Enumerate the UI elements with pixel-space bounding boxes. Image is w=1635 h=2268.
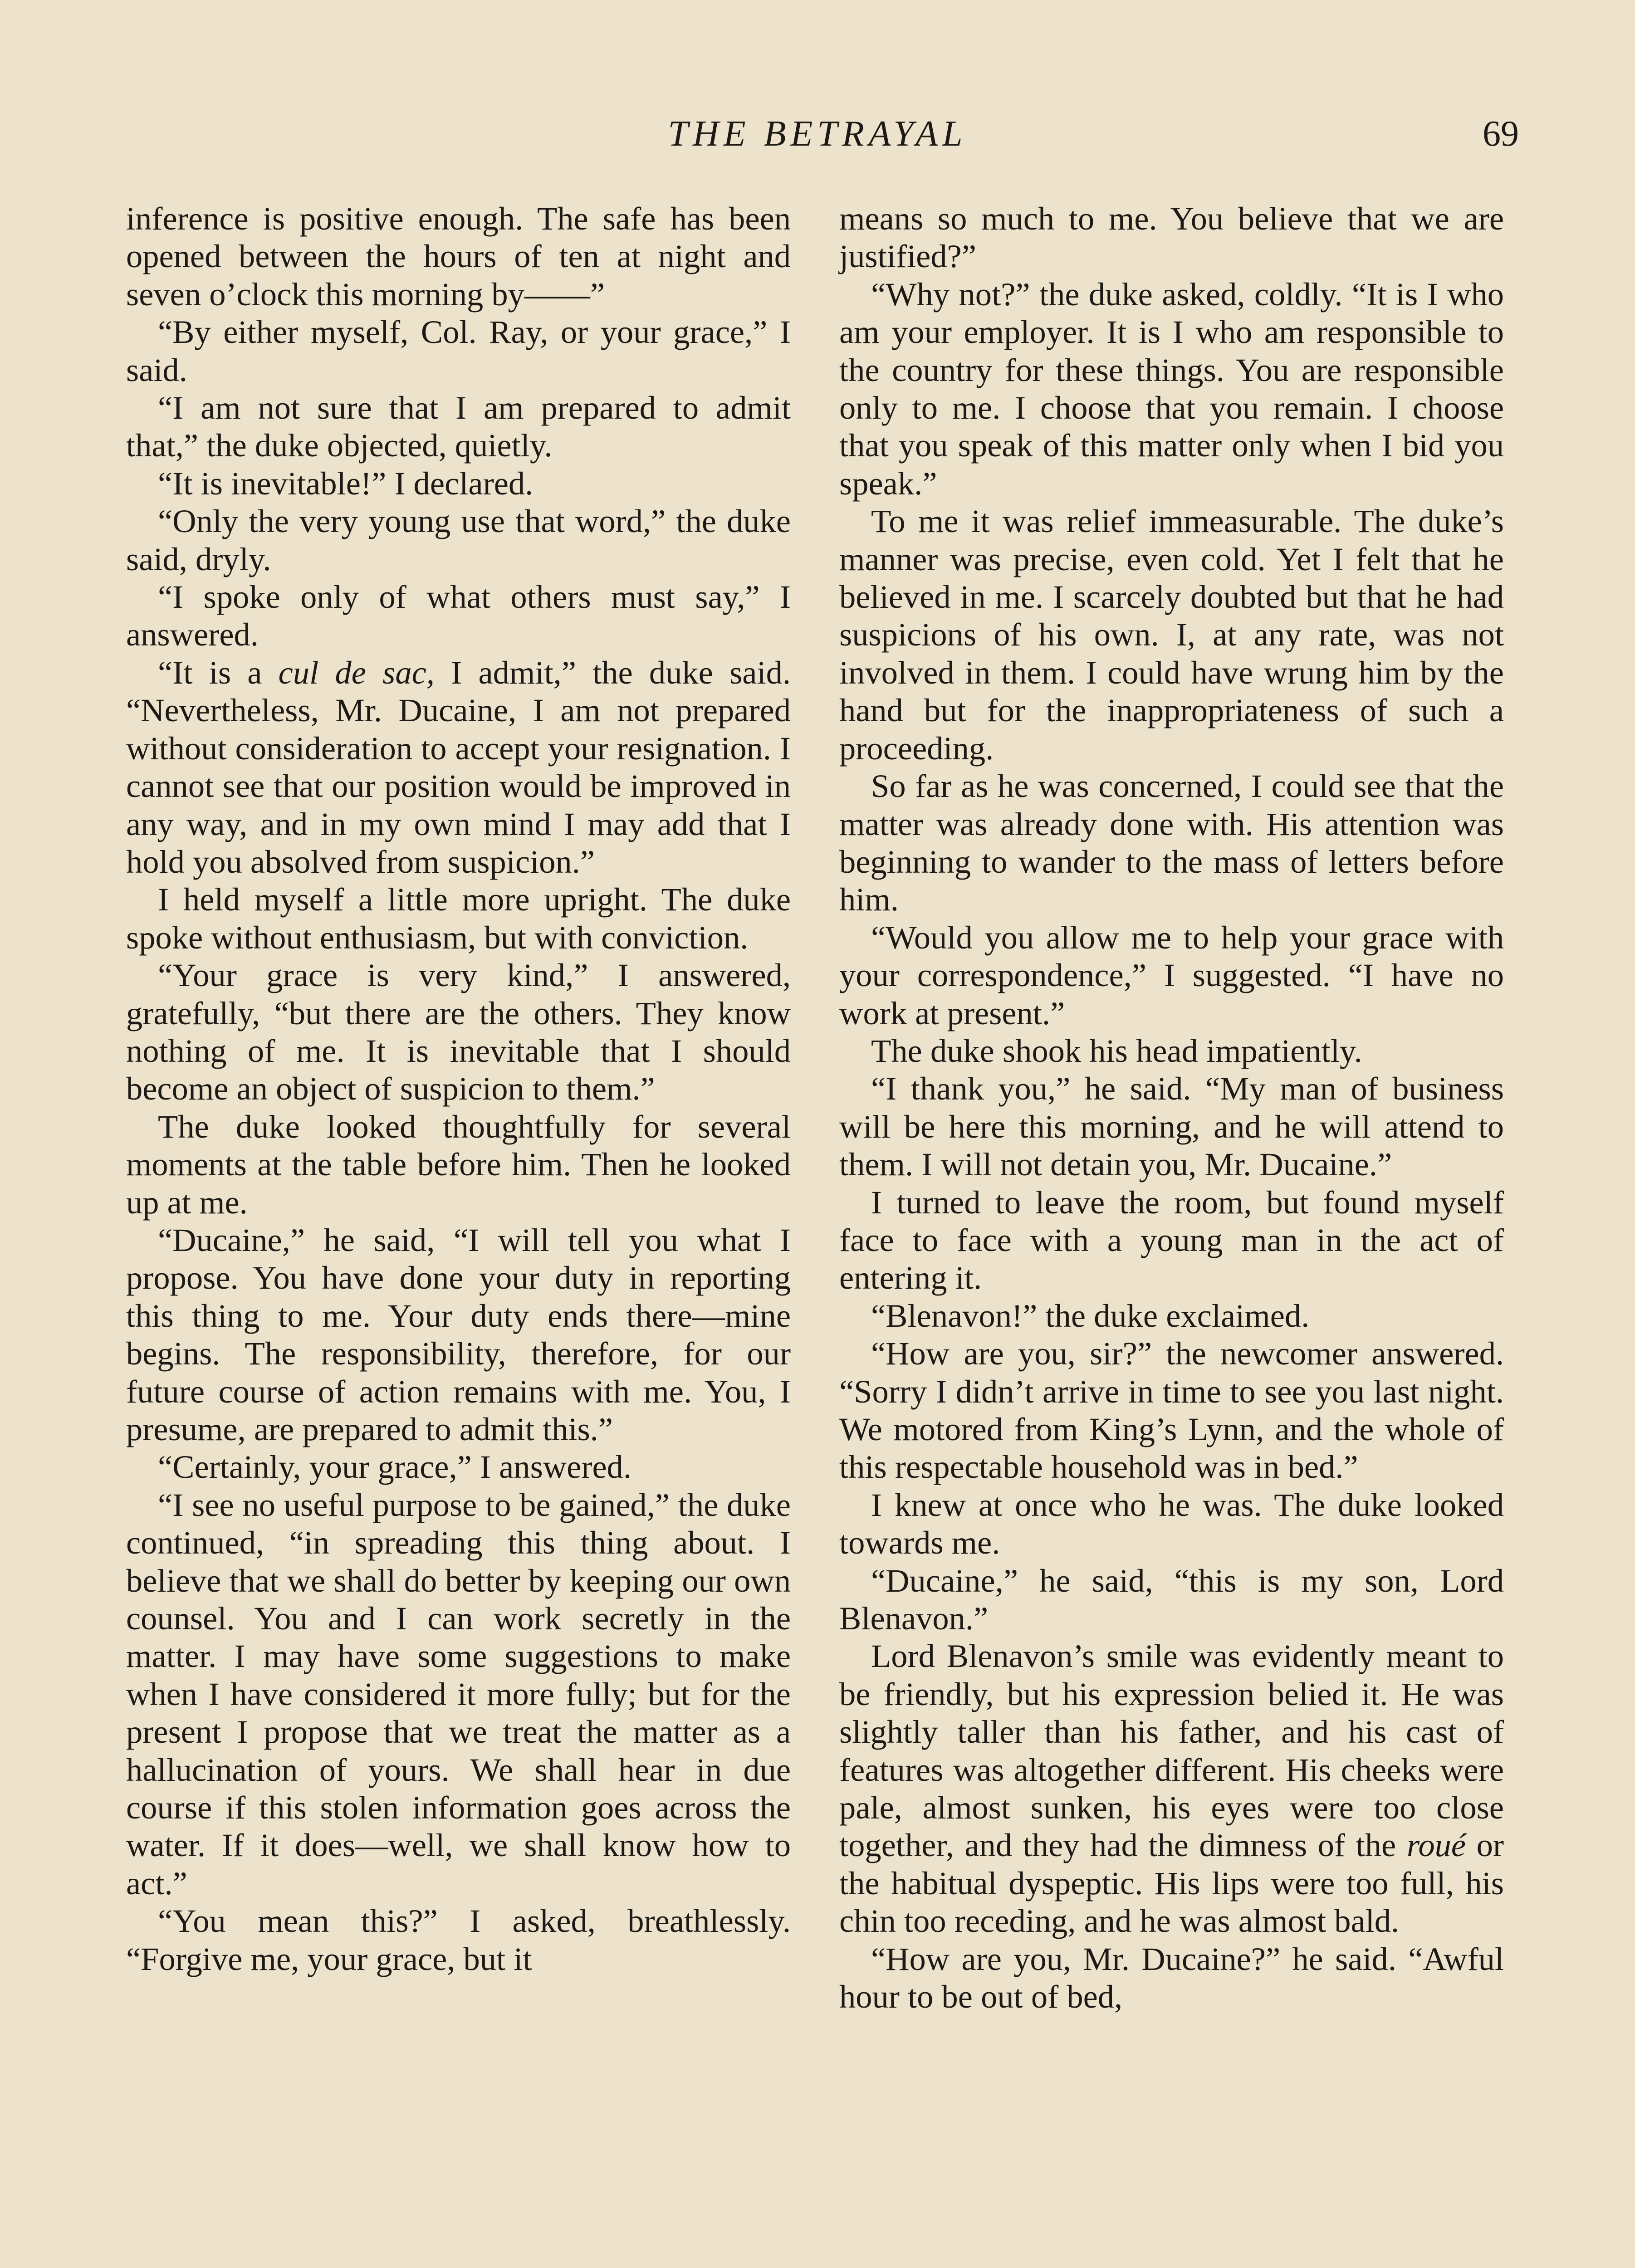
paragraph: “How are you, Mr. Ducaine?” he said. “Awful hour to be out of bed, xyxy=(839,1940,1504,2015)
paragraph: “Ducaine,” he said, “I will tell you what I propose. You have done your duty in reporting this thing to me. Your duty ends there—mine begins. The responsibility, therefore, for our future course of action remains with me. You, I presume, are prepared to admit this.” xyxy=(126,1221,791,1447)
paragraph: The duke looked thoughtfully for several moments at the table before him. Then he looked up at me. xyxy=(126,1108,791,1221)
page-number: 69 xyxy=(1483,114,1519,154)
italic-phrase: cul de sac, xyxy=(278,654,435,691)
paragraph xyxy=(839,1637,1504,1940)
paragraph: So far as he was concerned, I could see that the matter was already done with. His attention was beginning to wander to the mass of letters before him. xyxy=(839,767,1504,918)
right-column xyxy=(839,200,1504,2016)
paragraph: “Why not?” the duke asked, coldly. “It is I who am your employer. It is I who am responsible to the country for these things. You are responsible only to me. I choose that you remain. I choose that you speak of this matter only when I bid you speak.” xyxy=(839,275,1504,502)
paragraph: “You mean this?” I asked, breathlessly. “Forgive me, your grace, but it xyxy=(126,1902,791,1977)
paragraph: “I am not sure that I am prepared to admit that,” the duke objected, quietly. xyxy=(126,389,791,464)
text-span: or the habitual dyspeptic. His lips were too full, his chin too receding, and he was almost bald. xyxy=(839,1827,1504,1940)
running-title: THE BETRAYAL xyxy=(668,114,967,154)
paragraph: “Only the very young use that word,” the duke said, dryly. xyxy=(126,503,791,577)
text-span: “It is a xyxy=(158,654,279,691)
paragraph: “Certainly, your grace,” I answered. xyxy=(158,1448,632,1486)
paragraph: To me it was relief immeasurable. The duke’s manner was precise, even cold. Yet I felt that he believed in me. I scarcely doubted but that he had suspicions of his own. I, at any rate, was not involved in them. I could have wrung him by the hand but for the inappropriateness of such a proceeding. xyxy=(839,503,1504,767)
text-span: I admit,” the duke said. “Nevertheless, Mr. Ducaine, I am not prepared without consideration to accept your resignation. I cannot see that our position would be improved in any way, and in my own mind I may add that I hold you absolved from suspicion.” xyxy=(126,654,791,880)
paragraph: “How are you, sir?” the newcomer answered. “Sorry I didn’t arrive in time to see you last night. We motored from King’s Lynn, and the whole of this respectable household was in bed.” xyxy=(839,1335,1504,1486)
text-span: Lord Blenavon’s smile was evidently meant to be friendly, but his expression belied it. He was slightly taller than his father, and his cast of features was altogether different. His cheeks were pale, almost sunken, his eyes were too close together, and they had the dimness of the xyxy=(839,1637,1504,1864)
paragraph: I knew at once who he was. The duke looked towards me. xyxy=(839,1486,1504,1561)
paragraph: “Ducaine,” he said, “this is my son, Lord Blenavon.” xyxy=(839,1562,1504,1637)
paragraph: “I see no useful purpose to be gained,” the duke continued, “in spreading this thing about. I believe that we shall do better by keeping our own counsel. You and I can work secretly in the matter. I may have some suggestions to make when I have considered it more fully; but for the present I propose that we treat the matter as a hallucination of yours. We shall hear in due course if this stolen information goes across the water. If it does—well, we shall know how to act.” xyxy=(126,1486,791,1901)
left-column xyxy=(126,200,791,1978)
paragraph: “Blenavon!” the duke exclaimed. xyxy=(871,1297,1310,1334)
paragraph xyxy=(126,654,791,880)
paragraph: I held myself a little more upright. The duke spoke without enthusiasm, but with conviction. xyxy=(126,881,791,956)
paragraph: “I spoke only of what others must say,” I answered. xyxy=(126,578,791,653)
paragraph: “By either myself, Col. Ray, or your grace,” I said. xyxy=(126,313,791,388)
page-header xyxy=(0,113,1635,172)
italic-phrase: roué xyxy=(1406,1827,1466,1864)
paragraph: “Your grace is very kind,” I answered, gratefully, “but there are the others. They know nothing of me. It is inevitable that I should become an object of suspicion to them.” xyxy=(126,957,791,1107)
paragraph: “I thank you,” he said. “My man of business will be here this morning, and he will attend to them. I will not detain you, Mr. Ducaine.” xyxy=(839,1070,1504,1183)
paragraph: inference is positive enough. The safe has been opened between the hours of ten at night and seven o’clock this morning by——” xyxy=(126,200,791,313)
paragraph: means so much to me. You believe that we are justified?” xyxy=(839,200,1504,275)
paragraph: “Would you allow me to help your grace with your correspondence,” I suggested. “I have no work at present.” xyxy=(839,919,1504,1031)
paragraph: I turned to leave the room, but found myself face to face with a young man in the act of entering it. xyxy=(839,1183,1504,1296)
paragraph: “It is inevitable!” I declared. xyxy=(158,464,534,502)
paragraph: The duke shook his head impatiently. xyxy=(871,1032,1362,1069)
